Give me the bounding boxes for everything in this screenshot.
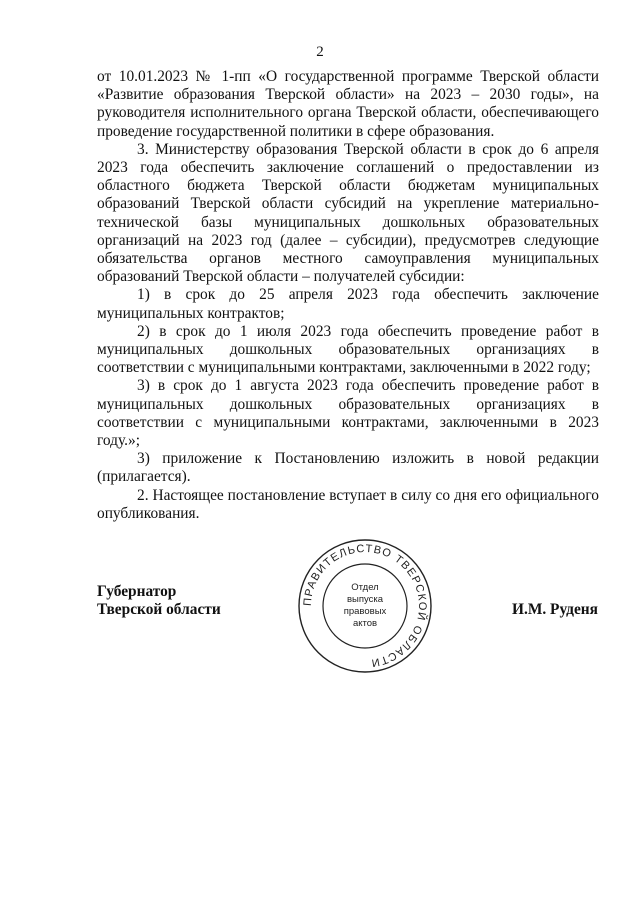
- document-body: [97, 68, 599, 523]
- official-stamp: [297, 538, 433, 674]
- paragraph-subitem-2: 2) в срок до 1 июля 2023 года обеспечить проведение работ в муниципальных дошкольных образовательных организациях в соответствии с муниципальными контрактами, заключенными в 2022 году;: [97, 322, 599, 377]
- stamp-line-3: правовых: [343, 606, 387, 617]
- page-number: 2: [316, 44, 324, 60]
- paragraph-effective-date: 2. Настоящее постановление вступает в силу со дня его официального опубликования.: [97, 486, 599, 522]
- signatory-title-line2: Тверской области: [97, 601, 221, 619]
- paragraph-subitem-3: 3) в срок до 1 августа 2023 года обеспечить проведение работ в муниципальных дошкольных образовательных организациях в соответствии с муниципальными контрактами, заключенными в 2023 году.»;: [97, 377, 599, 450]
- stamp-line-1: Отдел: [351, 582, 379, 593]
- stamp-line-2: выпуска: [346, 594, 384, 605]
- stamp-line-4: актов: [352, 618, 378, 629]
- paragraph-item-3: 3. Министерству образования Тверской области в срок до 6 апреля 2023 года обеспечить заключение соглашений о предоставлении из областного бюджета Тверской области бюджетам муниципальных образований Тверской области субсидий на укрепление материально-технической базы муниципальных дошкольных образовательных организаций на 2023 год (далее – субсидии), предусмотрев следующие обязательства органов местного самоуправления муниципальных образований Тверской области – получателей субсидии:: [97, 140, 599, 286]
- signatory-title: [97, 583, 221, 620]
- paragraph-continuation: от 10.01.2023 № 1-пп «О государственной программе Тверской области «Развитие образования Тверской области» на 2023 – 2030 годы», на руководителя исполнительного органа Тверской области, обеспечивающего проведение государственной политики в сфере образования.: [97, 68, 599, 140]
- signatory-title-line1: Губернатор: [97, 583, 177, 600]
- signatory-name: И.М. Руденя: [512, 601, 598, 618]
- paragraph-appendix: 3) приложение к Постановлению изложить в новой редакции (прилагается).: [97, 450, 599, 486]
- stamp-ring-text: ПРАВИТЕЛЬСТВО ТВЕРСКОЙ ОБЛАСТИ: [301, 542, 429, 669]
- paragraph-subitem-1: 1) в срок до 25 апреля 2023 года обеспечить заключение муниципальных контрактов;: [97, 286, 599, 322]
